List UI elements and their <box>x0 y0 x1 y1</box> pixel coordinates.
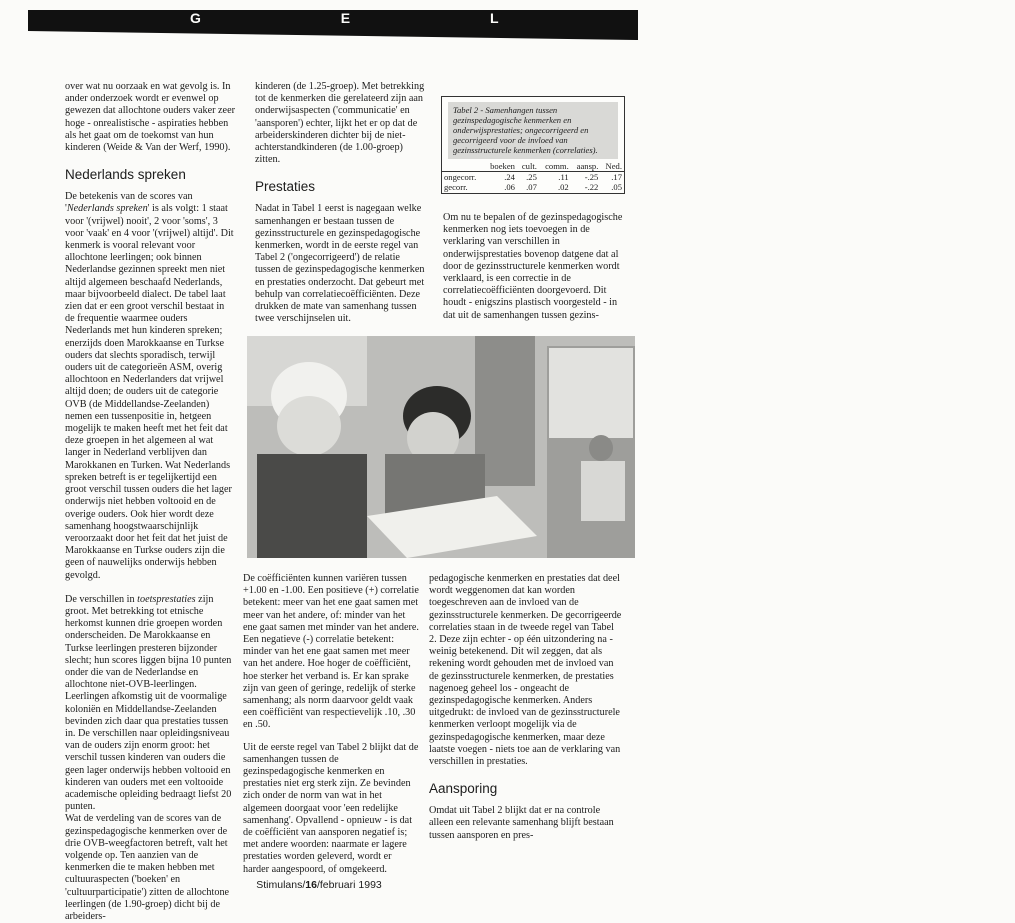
column-header: comm. <box>539 161 571 172</box>
column-2 <box>255 81 427 325</box>
row-label: gecorr. <box>444 182 468 192</box>
column-3 <box>443 212 625 322</box>
column-4 <box>243 573 419 876</box>
table-cell: .07 <box>526 182 537 192</box>
column-header: boeken <box>484 161 517 172</box>
paragraph: Wat de verdeling van de scores van de gezinspedagogische kenmerken over de drie OVB-weegfactoren betreft, valt het volgende op. Ten aanzien van de kenmerken die te maken hebben met cultuuraspecten ('boeken' en 'cultuurparticipatie') zitten de allochtone leerlingen (de 1.90-groep) dicht bij de arbeiders- <box>65 813 230 922</box>
paragraph: Nadat in Tabel 1 eerst is nagegaan welke samenhangen er bestaan tussen de gezinsstructurele en gezinspedagogische kenmerken, wordt in de eerste regel van Tabel 2 ('ongecorrigeerd') de relatie tussen de gezinspedagogische kenmerken en prestaties onderzocht. Dat gebeurt met behulp van correlatiecoëfficiënten. Deze drukken de mate van samenhang tussen twee verschijnselen uit. <box>255 203 425 325</box>
column-1 <box>65 81 235 923</box>
table-caption: Tabel 2 - Samenhangen tussen gezinspedagogische kenmerken en onderwijsprestaties; ongecorrigeerd en gecorrigeerd voor de invloed van gezinsstructurele kenmerken (correlaties). <box>448 102 618 159</box>
column-header: Ned. <box>600 161 624 172</box>
paragraph: pedagogische kenmerken en prestaties dat deel wordt weggenomen dat kan worden toegeschreven aan de invloed van de gezinsstructurele kenmerken. De gecorrigeerde correlaties staan in de tweede regel van Tabel 2. Deze zijn echter - op één uitzondering na - weinig betekenend. Dit wil zeggen, dat als rekening wordt gehouden met de invloed van de gezinsstructurele kenmerken, de prestaties nagenoeg geheel los - ongeacht de gezinspedagogische kenmerken. Anders uitgedrukt: de invloed van de gezinsstructurele kenmerken verloopt mogelijk via de gezinspedagogische kenmerken, maar deze laatste voegen - niets toe aan de verklaring van verschillen in prestaties. <box>429 573 622 768</box>
paragraph: Om nu te bepalen of de gezinspedagogische kenmerken nog iets toevoegen in de verklaring van verschillen in onderwijsprestaties bovenop datgene dat al door de gezinsstructurele kenmerken wordt verklaard, is een correctie in de correlatiecoëfficiënten doorgevoerd. Dit houdt - enigszins plastisch voorgesteld - in dat uit de samenhangen tussen gezins- <box>443 212 623 321</box>
paragraph: Uit de eerste regel van Tabel 2 blijkt dat de samenhangen tussen de gezinspedagogische kenmerken en prestaties niet erg sterk zijn. Ze bevinden zich onder de norm van wat in het algemeen doorgaat voor 'een redelijke samenhang'. Opvallend - opnieuw - is dat de coëfficiënt van aansporen negatief is; met andere woorden: naarmate er lagere prestaties worden geleverd, wordt er harder aangespoord, of omgekeerd. <box>243 741 419 875</box>
correlation-table <box>442 161 624 192</box>
header-band-letters: G E L A N S <box>190 10 1015 26</box>
table-2-box <box>441 96 625 194</box>
paragraph: kinderen (de 1.25-groep). Met betrekking tot de kenmerken die gerelateerd zijn aan onderwijsaspecten ('communicatie' en 'aansporen') echter, lijkt het er op dat de arbeiderskinderen dichter bij de niet-achterstandkinderen (de 1.00-groep) zitten. <box>255 81 425 166</box>
table-row <box>442 172 624 183</box>
table-cell: .25 <box>526 172 537 182</box>
paragraph: De verschillen in toetsprestaties zijn groot. Met betrekking tot etnische herkomst kunnen drie groepen worden onderscheiden. De Marokkaanse en Turkse leerlingen presteren bijzonder slecht; hun scores liggen bijna 10 punten onder die van de Nederlandse en allochtone niet-OVB-leerlingen. Leerlingen afkomstig uit de voormalige koloniën en Middellandse-Zeelanden bevinden zich daar qua prestaties tussen in. De verschillen naar opleidingsniveau van de ouders zijn enorm groot: het verschil tussen kinderen van ouders die geen lager onderwijs hebben voltooid en kinderen van ouders met een voltooide academische opleiding bedraagt liefst 20 punten. <box>65 593 232 813</box>
column-header: aansp. <box>571 161 601 172</box>
table-header-row <box>442 161 624 172</box>
classroom-photo <box>247 336 635 558</box>
table-cell: .02 <box>557 182 569 192</box>
table-cell: -.25 <box>584 172 599 182</box>
page-footer: Stimulans/16/februari 1993 <box>256 879 382 891</box>
row-label: ongecorr. <box>444 172 477 182</box>
photo-illustration <box>247 336 635 558</box>
section-heading-nederlands-spreken: Nederlands spreken <box>65 167 186 183</box>
section-heading-aansporing: Aansporing <box>429 781 498 797</box>
column-header <box>442 161 484 172</box>
table-row <box>442 182 624 192</box>
table-cell: .24 <box>504 172 515 182</box>
paragraph: Omdat uit Tabel 2 blijkt dat er na controle alleen een relevante samenhang blijft bestaan tussen aansporen en pres- <box>429 805 614 841</box>
column-header: cult. <box>517 161 539 172</box>
paragraph: De betekenis van de scores van 'Nederlands spreken' is als volgt: 1 staat voor '(vrijwel) nooit', 2 voor 'soms', 3 voor 'vaak' en 4 voor '(vrijwel) altijd'. Dit kenmerk is vooral relevant voor allochtone leerlingen; ook binnen Nederlandse gezinnen spreekt men niet altijd algemeen beschaafd Nederlands, maar bijvoorbeeld dialect. De tabel laat zien dat er een groot verschil bestaat in de frequentie waarmee ouders Nederlands met hun kinderen spreken; enerzijds doen Marokkaanse en Turkse ouders dat slechts sporadisch, terwijl ouders uit de categorieën ASM, overig allochtoon en Nederlanders dat vrijwel altijd doen; de ouders uit de categorie OVB (de Middellandse-Zeelanden) nemen een tussenpositie in, hetgeen mogelijk te maken heeft met het feit dat deze groepen in het algemeen al wat langer in Nederland verblijven dan Marokkanen en Turken. Wat Nederlands spreken betreft is er tegelijkertijd een groot verschil tussen ouders die het lager onderwijs niet hebben voltooid en de overige ouders. Ook hier wordt deze samenhang hoogstwaarschijnlijk veroorzaakt door het feit dat het juist de Marokkaanse en Turkse ouders zijn die geen of nauwelijks onderwijs hebben gevolgd. <box>65 191 234 581</box>
table-cell: .05 <box>611 182 622 192</box>
table-cell: -.22 <box>584 182 599 192</box>
table-cell: .11 <box>558 172 569 182</box>
table-cell: .17 <box>611 172 622 182</box>
paragraph: De coëfficiënten kunnen variëren tussen +1.00 en -1.00. Een positieve (+) correlatie betekent: meer van het ene gaat samen met meer van het andere, of: minder van het ene gaat samen met minder van het andere. Een negatieve (-) correlatie betekent: minder van het ene gaat samen met meer van het andere. Hoe hoger de coëfficiënt, hoe sterker het verband is. Er kan sprake zijn van geen of geringe, redelijk of sterke samenhang; als norm daarvoor geldt vaak een coëfficiënt van respectievelijk .10, .30 en .50. <box>243 573 419 731</box>
section-heading-prestaties: Prestaties <box>255 179 316 195</box>
column-5 <box>429 573 623 842</box>
paragraph: over wat nu oorzaak en wat gevolg is. In ander onderzoek wordt er evenwel op gewezen dat allochtone ouders vaker zeer hoge - onrealistische - aspiraties hebben als het gaat om de toekomst van hun kinderen (Weide & Van der Werf, 1990). <box>65 81 235 154</box>
table-cell: .06 <box>504 182 515 192</box>
